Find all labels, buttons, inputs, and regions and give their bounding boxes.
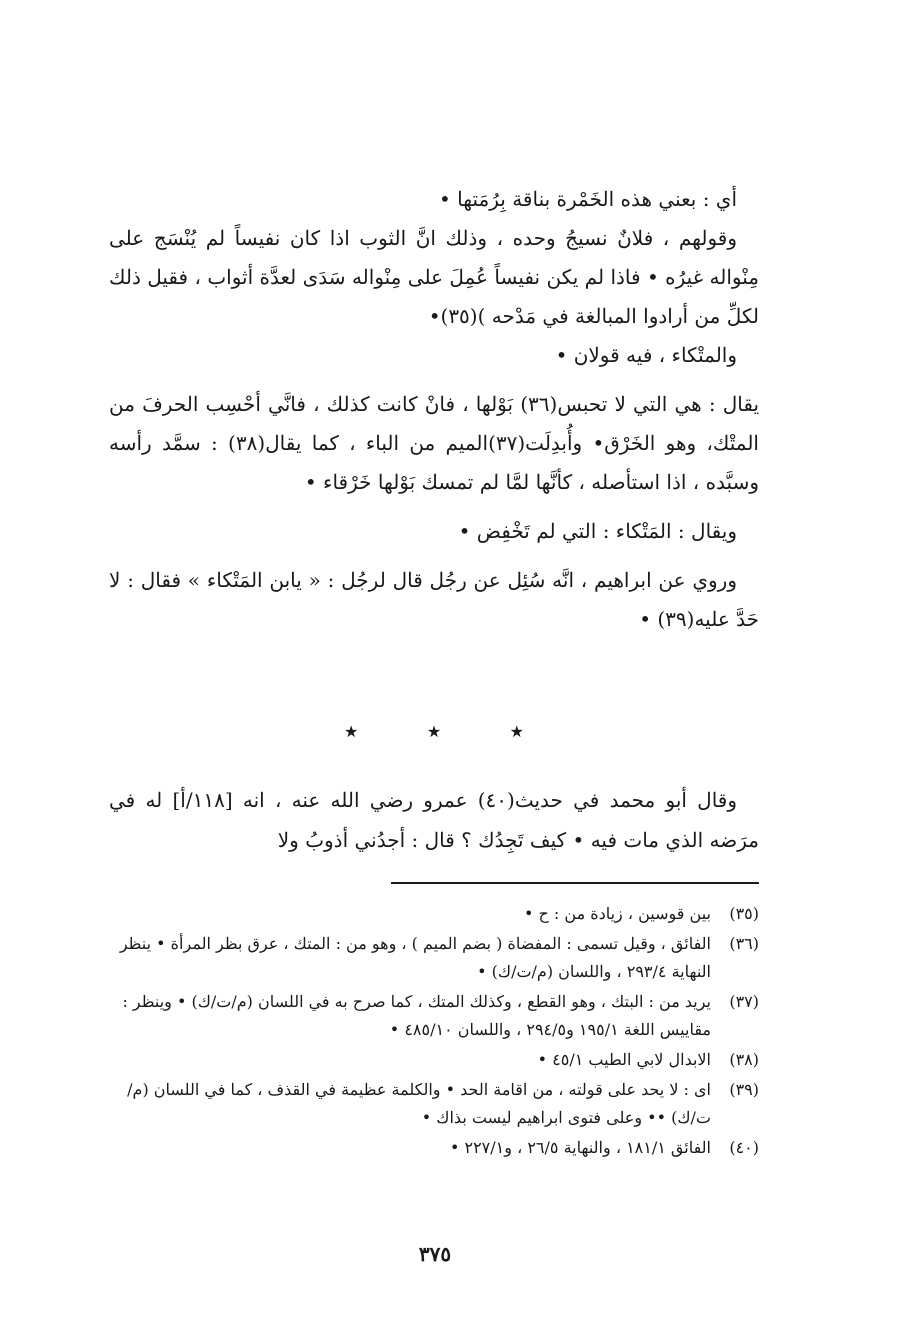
footnote-text: اى : لا يحد على قولته ، من اقامة الحد • والكلمة عظيمة في القذف ، كما في اللسان (م/ت/ك) •• وعلى فتوى ابراهيم ليست بذاك • [127, 1080, 711, 1127]
section-separator [344, 722, 524, 741]
footnote-divider [391, 882, 759, 884]
paragraph-2: وقولهم ، فلانٌ نسيجُ وحده ، وذلك انَّ الثوب اذا كان نفيساً لم يُنْسَج على مِنْواله غيرُه • فاذا لم يكن نفيساً عُمِلَ على مِنْواله سَدَى لعدَّة أثواب ، فقيل ذلك لكلِّ من أرادوا المبالغة في مَدْحه )(٣٥)• [109, 226, 759, 328]
footnote-text: الابدال لابي الطيب ٤٥/١ • [537, 1050, 711, 1069]
footnote-number: (٣٩) [729, 1080, 759, 1099]
main-text [109, 180, 759, 639]
star-icon: ★ [509, 722, 524, 741]
footnote-text: بين قوسين ، زيادة من : ح • [523, 904, 711, 923]
footnote-36 [109, 930, 759, 986]
footnote-text: الفائق ١٨١/١ ، والنهاية ٢٦/٥ ، و٢٢٧/١ • [449, 1138, 711, 1157]
paragraph-1: أي : بعني هذه الخَمْرة بناقة بِرُمَتها • [439, 187, 737, 211]
footnotes [109, 900, 759, 1164]
footnote-number: (٣٦) [729, 934, 759, 953]
footnote-text: يريد من : البتك ، وهو القطع ، وكذلك المتك ، كما صرح به في اللسان (م/ت/ك) • وينظر : مقاييس اللغة ١٩٥/١ و٢٩٤/٥ ، واللسان ٤٨٥/١٠ • [122, 992, 711, 1039]
paragraph-5: ويقال : المَتْكاء : التي لم تَخْفِض • [458, 519, 737, 543]
star-icon: ★ [344, 722, 359, 741]
footnote-number: (٣٨) [729, 1050, 759, 1069]
footnote-number: (٣٥) [729, 904, 759, 923]
footnote-number: (٤٠) [729, 1138, 759, 1157]
closing-text [109, 780, 759, 860]
closing-paragraph: وقال أبو محمد في حديث(٤٠) عمرو رضي الله عنه ، انه [١١٨/أ] له في مرَضه الذي مات فيه • كيف تَجِدُك ؟ قال : أجدُني أذوبُ ولا [109, 788, 759, 852]
footnote-text: الفائق ، وقيل تسمى : المفضاة ( بضم الميم ) ، وهو من : المتك ، عرق بظر المرأة • ينظر النهاية ٢٩٣/٤ ، واللسان (م/ت/ك) • [119, 934, 711, 981]
footnote-40 [109, 1134, 759, 1162]
page-number: ٣٧٥ [418, 1242, 452, 1266]
footnote-39 [109, 1076, 759, 1132]
paragraph-6: وروي عن ابراهيم ، انَّه سُئِل عن رجُل قال لرجُل : « يابن المَتْكاء » فقال : لا حَدَّ عليه(٣٩) • [109, 568, 759, 631]
paragraph-3: والمتْكاء ، فيه قولان • [555, 343, 737, 367]
footnote-35 [109, 900, 759, 928]
footnote-number: (٣٧) [729, 992, 759, 1011]
footnote-37 [109, 988, 759, 1044]
footnote-38 [109, 1046, 759, 1074]
star-icon: ★ [426, 722, 442, 741]
paragraph-4: يقال : هي التي لا تحبس(٣٦) بَوْلها ، فانْ كانت كذلك ، فانَّي أحْسِب الحرفَ من المتْك، وهو الخَرْق• وأُبدِلَت(٣٧)الميم من الباء ، كما يقال(٣٨) : سمَّد رأسه وسبَّده ، اذا استأصله ، كأنَّها لمَّا لم تمسك بَوْلها خَرْقاء • [109, 392, 760, 494]
